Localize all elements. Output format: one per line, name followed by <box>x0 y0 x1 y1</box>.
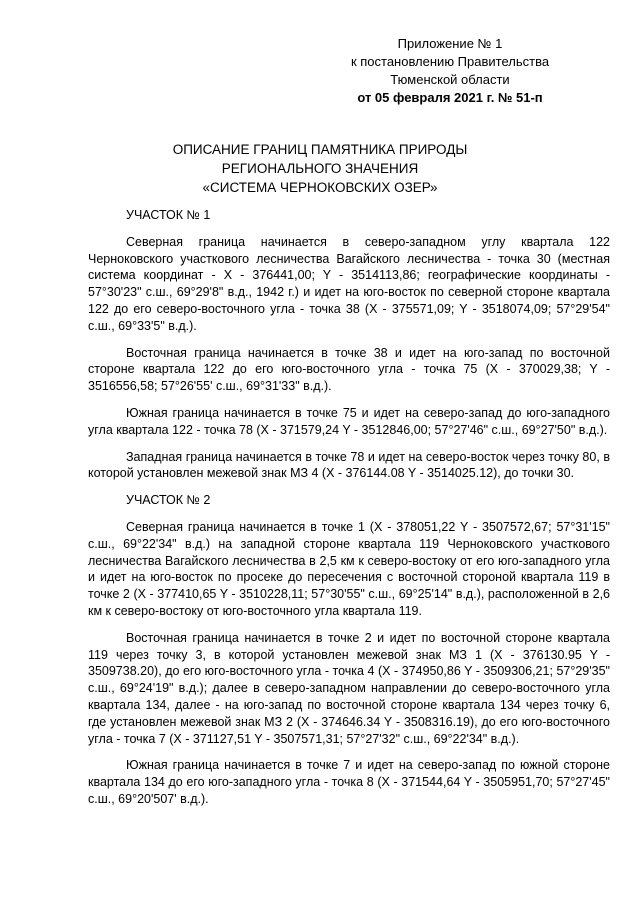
appendix-date-line: от 05 февраля 2021 г. № 51-п <box>357 90 543 105</box>
appendix-line: Тюменской области <box>390 72 510 87</box>
appendix-block <box>300 35 600 107</box>
document-body <box>88 207 610 818</box>
paragraph: Северная граница начинается в северо-западном углу квартала 122 Черноковского участкового лесничества Вагайского лесничества - точка 30 (местная система координат - X - 376441,00; Y - 3514113,86; географические координаты - 57°30'23" с.ш., 69°29'8" в.д., 1942 г.) и идет на юго-восток по северной стороне квартала 122 до его северо-восточного угла - точка 38 (X - 375571,09; Y - 3518074,09; 57°29'54" с.ш., 69°33'5" в.д.). <box>88 234 610 333</box>
appendix-line: Приложение № 1 <box>397 36 503 51</box>
paragraph: Южная граница начинается в точке 7 и идет на северо-запад по южной стороне квартала 134 до его юго-западного угла - точка 8 (X - 371544,64 Y - 3505951,70; 57°27'45" с.ш., 69°20'507' в.д.). <box>88 758 610 806</box>
title-line: «СИСТЕМА ЧЕРНОКОВСКИХ ОЗЕР» <box>202 180 438 195</box>
section-heading: УЧАСТОК № 2 <box>126 493 211 508</box>
title-line: ОПИСАНИЕ ГРАНИЦ ПАМЯТНИКА ПРИРОДЫ <box>172 142 468 157</box>
paragraph: Южная граница начинается в точке 75 и идет на северо-запад до юго-западного угла квартала 122 - точка 78 (X - 371579,24 Y - 3512846,00; 57°27'46" с.ш., 69°27'50" в.д.). <box>88 405 610 437</box>
title-line: РЕГИОНАЛЬНОГО ЗНАЧЕНИЯ <box>221 161 419 176</box>
paragraph: Западная граница начинается в точке 78 и идет на северо-восток через точку 80, в которой установлен межевой знак МЗ 4 (X - 376144.08 Y - 3514025.12), до точки 30. <box>88 449 610 481</box>
paragraph: Восточная граница начинается в точке 2 и идет по восточной стороне квартала 119 через точку 3, в которой установлен межевой знак МЗ 1 (X - 376130.95 Y - 3509738.20), до его юго-восточного угла - точка 4 (X - 374950,86 Y - 3509306,21; 57°29'35" с.ш., 69°24'19" в.д.); далее в северо-западном направлении до северо-восточного угла квартала 134, далее - на юго-запад по восточной стороне квартала 134 через точку 6, где установлен межевой знак МЗ 2 (X - 374646.34 Y - 3508316.19), до его юго-восточного угла - точка 7 (X - 371127,51 Y - 3507571,31; 57°27'32" с.ш., 69°22'34" в.д.). <box>88 630 610 746</box>
paragraph: Северная граница начинается в точке 1 (X - 378051,22 Y - 3507572,67; 57°31'15" с.ш., 69°22'34" в.д.) на западной стороне квартала 119 Черноковского участкового лесничества Вагайского лесничества в 2,5 км к северо-востоку от его юго-западного угла и идет на юго-восток по просеке до пересечения с восточной стороной квартала 119 в точке 2 (X - 377410,65 Y - 3510228,11; 57°30'55" с.ш., 69°25'14" в.д.), расположенной в 2,6 км к северо-востоку от юго-восточного угла квартала 119. <box>88 519 610 618</box>
paragraph: Восточная граница начинается в точке 38 и идет на юго-запад по восточной стороне квартала 122 до его юго-восточного угла - точка 75 (X - 370029,38; Y - 3516556,58; 57°26'55' с.ш., 69°31'33" в.д.). <box>88 345 610 394</box>
document-title <box>120 140 520 197</box>
appendix-line: к постановлению Правительства <box>350 54 550 69</box>
section-heading: УЧАСТОК № 1 <box>126 208 211 222</box>
